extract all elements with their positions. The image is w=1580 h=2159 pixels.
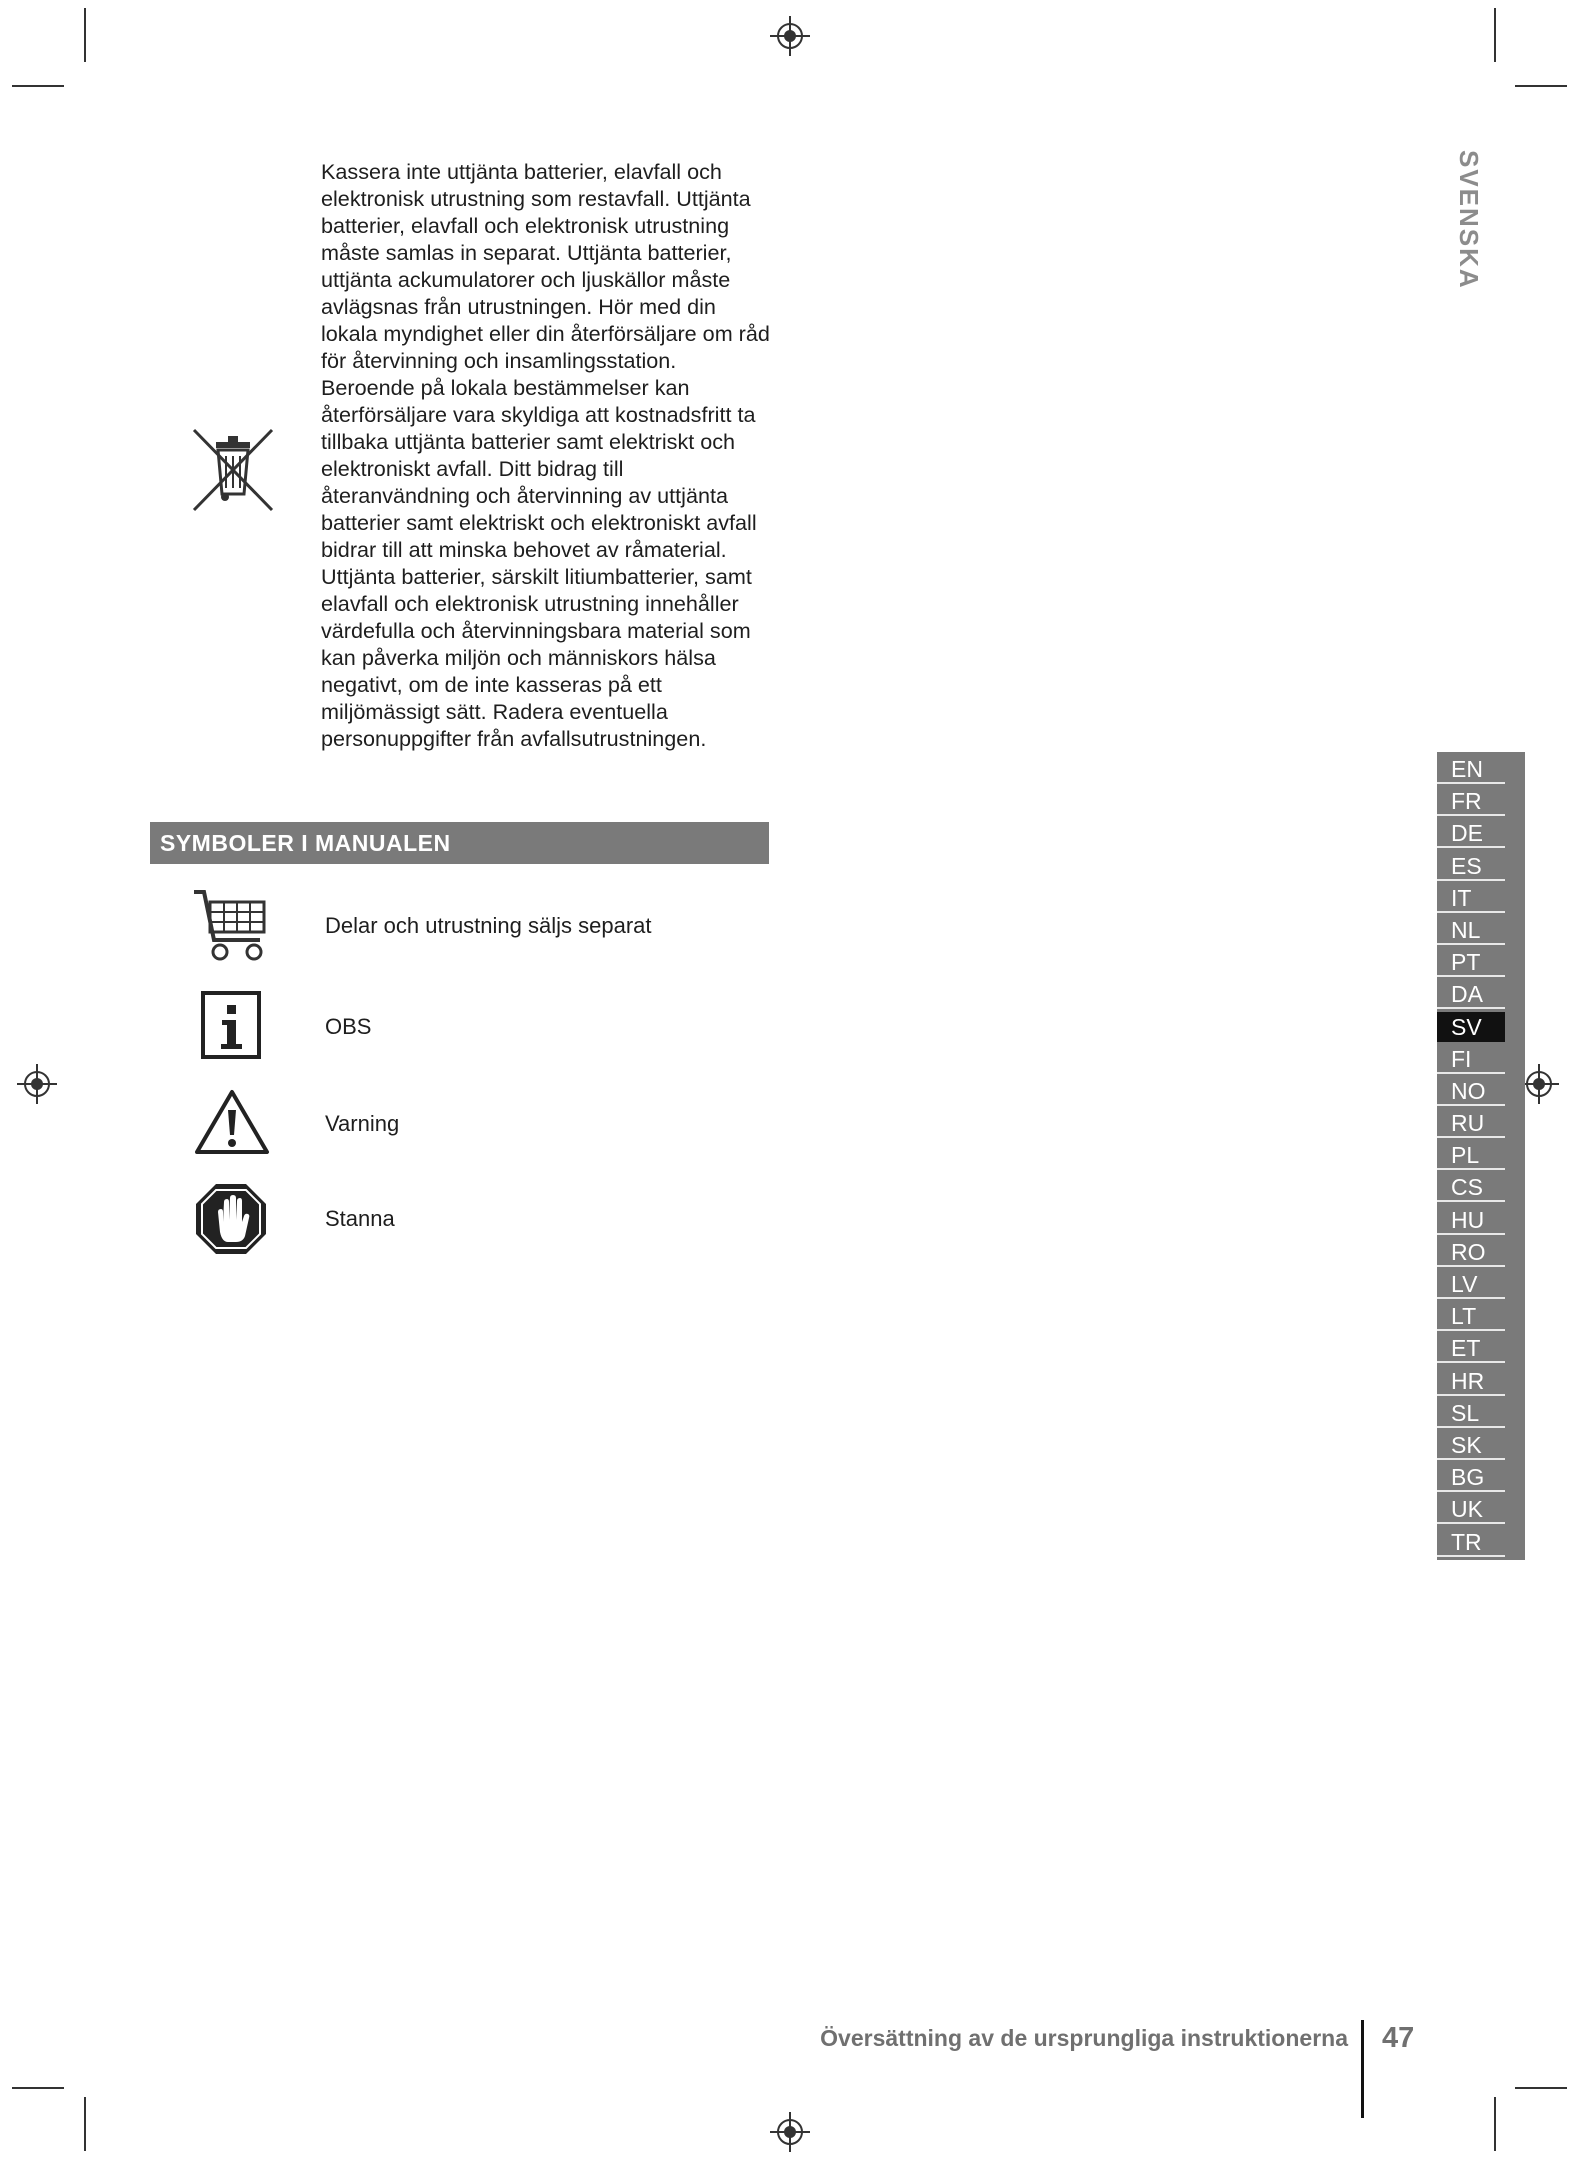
registration-mark-icon — [768, 2110, 812, 2154]
section-heading: SYMBOLER I MANUALEN — [150, 822, 769, 864]
language-tab[interactable]: ET — [1437, 1333, 1505, 1363]
disposal-paragraph: Kassera inte uttjänta batterier, elavfall och elektronisk utrustning som restavfall. Uttjänta batterier, elavfall och elektronisk utrustning måste samlas in separat. Uttjänta batterier, uttjänta ackumulatorer och ljuskällor måste avlägsnas från utrustningen. Hör med din lokala myndighet eller din återförsäljare om råd för återvinning och insamlingsstation. Beroende på lokala bestämmelser kan återförsäljare vara skyldiga att kostnadsfritt ta tillbaka uttjänta batterier samt elektriskt och elektroniskt avfall. Ditt bidrag till återanvändning och återvinning av uttjänta batterier samt elektriskt och elektroniskt avfall bidrar till att minska behovet av råmaterial. Uttjänta batterier, särskilt litiumbatterier, samt elavfall och elektronisk utrustning innehåller värdefulla och återvinningsbara material som kan påverka miljön och människors hälsa negativt, om de inte kasseras på ett miljömässigt sätt. Radera eventuella personuppgifter från avfallsutrustningen. — [321, 159, 770, 751]
language-tab[interactable]: LV — [1437, 1269, 1505, 1299]
language-tab[interactable]: TR — [1437, 1527, 1505, 1557]
info-icon — [200, 990, 264, 1060]
language-tab[interactable]: RO — [1437, 1237, 1505, 1267]
crossed-out-wheelie-bin-icon — [190, 426, 276, 514]
crop-mark — [1515, 2087, 1567, 2089]
footer-text: Översättning av de ursprungliga instruktionerna — [820, 2025, 1348, 2051]
crop-mark — [84, 2097, 86, 2151]
language-tab[interactable]: BG — [1437, 1462, 1505, 1492]
language-tab[interactable]: ES — [1437, 851, 1505, 881]
language-tab[interactable]: FI — [1437, 1044, 1505, 1074]
language-tab-list — [1437, 752, 1525, 1560]
language-tab[interactable]: CS — [1437, 1172, 1505, 1202]
crop-mark — [12, 2087, 64, 2089]
stop-hand-icon — [194, 1182, 268, 1256]
language-tab[interactable]: DE — [1437, 818, 1505, 848]
registration-mark-icon — [15, 1062, 59, 1106]
crop-mark — [1494, 2097, 1496, 2151]
symbol-label: Delar och utrustning säljs separat — [325, 913, 652, 938]
language-tab[interactable]: IT — [1437, 883, 1505, 913]
language-tab[interactable]: PL — [1437, 1140, 1505, 1170]
language-tab[interactable]: EN — [1437, 754, 1505, 784]
warning-icon — [194, 1088, 270, 1156]
symbol-label: Varning — [325, 1111, 400, 1136]
crop-mark — [12, 85, 64, 87]
crop-mark — [1515, 85, 1567, 87]
language-tab[interactable]: NO — [1437, 1076, 1505, 1106]
language-tab[interactable]: NL — [1437, 915, 1505, 945]
language-tab[interactable]: FR — [1437, 786, 1505, 816]
language-tab[interactable]: PT — [1437, 947, 1505, 977]
crop-mark — [84, 8, 86, 62]
language-tab-active[interactable]: SV — [1437, 1012, 1505, 1042]
symbol-label: OBS — [325, 1014, 372, 1039]
language-tab[interactable]: UK — [1437, 1494, 1505, 1524]
shopping-cart-icon — [190, 886, 274, 966]
language-section-title: SVENSKA — [1454, 150, 1484, 290]
language-tab[interactable]: DA — [1437, 979, 1505, 1009]
page-number: 47 — [1382, 2022, 1415, 2054]
crop-mark — [1494, 8, 1496, 62]
footer-divider — [1361, 2020, 1364, 2118]
language-tab[interactable]: HU — [1437, 1205, 1505, 1235]
language-tab[interactable]: SK — [1437, 1430, 1505, 1460]
language-tab[interactable]: SL — [1437, 1398, 1505, 1428]
language-tab[interactable]: LT — [1437, 1301, 1505, 1331]
language-tab[interactable]: RU — [1437, 1108, 1505, 1138]
language-tab[interactable]: HR — [1437, 1366, 1505, 1396]
symbol-label: Stanna — [325, 1206, 395, 1231]
registration-mark-icon — [768, 14, 812, 58]
